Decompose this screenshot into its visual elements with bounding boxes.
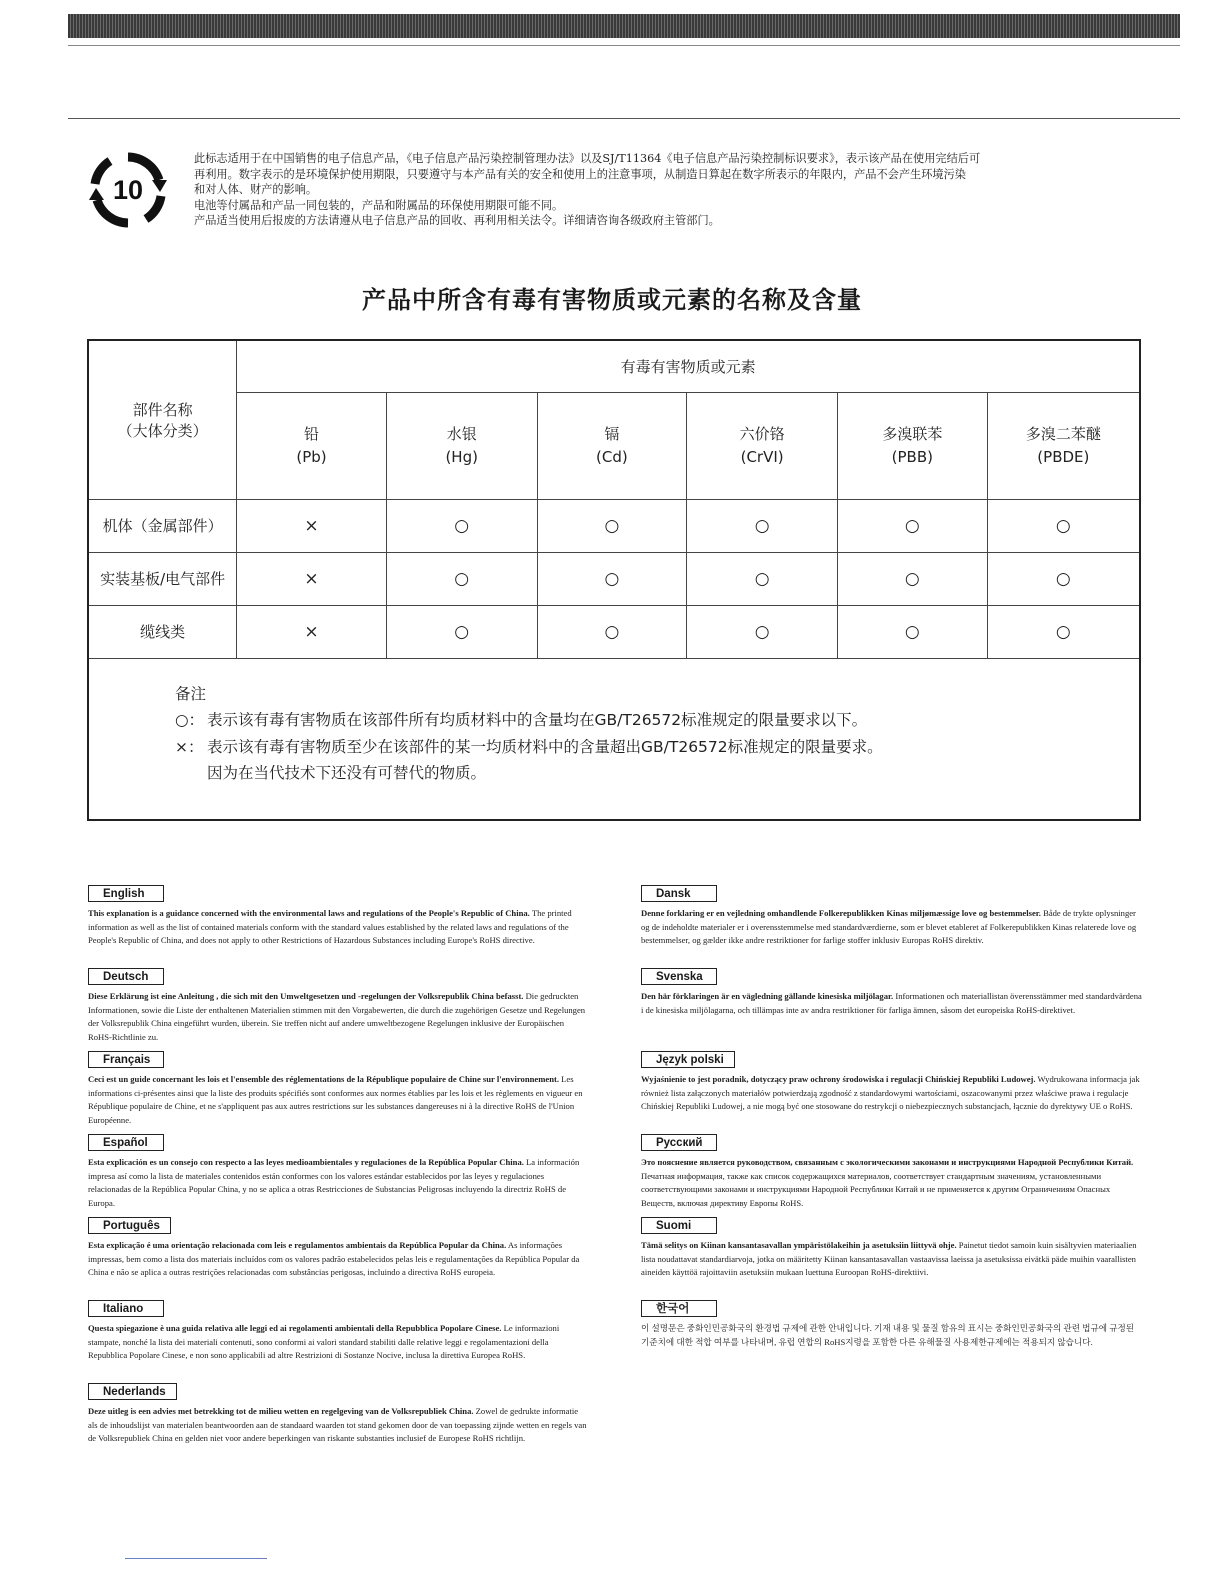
language-label: Español: [88, 1134, 164, 1151]
intro-text: [194, 151, 1144, 229]
header-bar: [68, 14, 1180, 38]
language-block-deutsch: [88, 965, 588, 1048]
intro-line: 和对人体、财产的影响。: [194, 183, 318, 197]
language-text: Это пояснение является руководством, связанным с экологическими законами и инструкциями Народной Республики Китай. Печатная информация, также как список содержащихся материалов, соответствует стандартным значениям, установленными соответствующими законами и инструкциями Народной Республики Китай и не применяется к другим Ограничениям Опасных Веществ, включая директиву Европы RoHS.: [641, 1157, 1134, 1208]
substance-header: 水银 (Hg): [386, 392, 537, 499]
language-label: Dansk: [641, 885, 717, 902]
cell-mark: ○: [987, 499, 1140, 552]
language-label: Русский: [641, 1134, 717, 1151]
language-text: 이 설명문은 중화인민공화국의 환경법 규제에 관한 안내입니다. 기재 내용 및 물질 함유의 표시는 중화인민공화국의 관련 법규에 규정된 기준치에 대한 적합 여부를 나타내며, 유럽 연합의 RoHS지령을 포함한 다른 유해물질 사용제한규제에는 적용되지 않습니다.: [641, 1323, 1135, 1347]
language-block-dansk: [641, 882, 1143, 965]
intro-line: 产品适当使用后报废的方法请遵从电子信息产品的回收、再利用相关法令。详细请咨询各级政府主管部门。: [194, 214, 720, 228]
language-block-english: [88, 882, 588, 965]
notes-heading: 备注: [175, 684, 207, 703]
substance-group-header: 有毒有害物质或元素: [237, 340, 1140, 392]
header-thin-rule: [68, 45, 1180, 46]
table-notes: [88, 658, 1140, 820]
language-block-korean: [641, 1297, 1143, 1380]
header-divider: [68, 118, 1180, 119]
substance-header: 多溴二苯醚 (PBDE): [987, 392, 1140, 499]
language-text: Questa spiegazione è una guida relativa alle leggi ed ai regolamenti ambientali della Repubblica Popolare Cinese. Le informazioni stampate, nonché la lista dei materiali contenuti, sono conformi ai valori standard stabiliti dalle relative leggi e regolamentazioni della Repubblica Popolare Cinese, e non sono applicabili ad altre Restrizioni di Sostanze Nocive, inclusa la direttiva Europea RoHS.: [88, 1323, 560, 1361]
language-block-polski: [641, 1048, 1143, 1131]
language-block-italiano: [88, 1297, 588, 1380]
language-text: Den här förklaringen är en vägledning gällande kinesiska miljölagar. Informationen och materiallistan överensstämmer med standardvärdena i de kinesiska miljölagarna, och tillämpas inte av andra restriktioner för farliga ämnen, såsom det europeiska RoHS-direktivet.: [641, 991, 1142, 1015]
hazardous-substances-table: [87, 339, 1141, 821]
cell-mark: ○: [987, 605, 1140, 658]
language-text: Deze uitleg is een advies met betrekking tot de milieu wetten en regelgeving van de Volksrepubliek China. Zowel de gedrukte informatie als de inhoudslijst van materialen beantwoorden aan de standaard waarden tot stand gekomen door de van toepassing zijnde wetten en regels van de Volksrepubliek China en gelden niet voor andere beperkingen van riskante substanties inclusief de Europese RoHS richtlijn.: [88, 1406, 587, 1444]
language-block-francais: [88, 1048, 588, 1131]
language-label: Français: [88, 1051, 164, 1068]
language-text: Denne forklaring er en vejledning omhandlende Folkerepublikken Kinas miljømæssige love og bestemmelser. Både de trykte oplysninger og de indeholdte materialer er i overensstemmelse med standardværdierne, som er blevet etableret af Folkerepublikken Kinas relaterede love og bestemmelser, og gælder ikke andre restriktioner for farlige stoffer inklusiv Europas RoHS direktiv.: [641, 908, 1137, 946]
cell-mark: ○: [537, 499, 687, 552]
cell-mark: ○: [837, 552, 987, 605]
language-label: Svenska: [641, 968, 717, 985]
substance-header: 六价铬 (CrVI): [687, 392, 838, 499]
intro-line: 电池等付属品和产品一同包装的，产品和附属品的环保使用期限可能不同。: [194, 198, 564, 212]
page-title: 产品中所含有毒有害物质或元素的名称及含量: [362, 286, 862, 314]
cell-mark: ○: [386, 552, 537, 605]
intro-line: 此标志适用于在中国销售的电子信息产品，《电子信息产品污染控制管理办法》以及SJ/T11364《电子信息产品污染控制标识要求》，表示该产品在使用完结后可: [194, 152, 981, 165]
substance-header: 镉 (Cd): [537, 392, 687, 499]
language-block-portugues: [88, 1214, 588, 1297]
language-block-svenska: [641, 965, 1143, 1048]
cell-mark: ○: [537, 605, 687, 658]
cell-mark: ×: [237, 552, 387, 605]
language-text: Esta explicação é uma orientação relacionada com leis e regulamentos ambientais da República Popular da China. As informações impressas, bem como a lista dos materiais incluídos com os valores padrão estabelecidos pelas leis e regulamentações da República Popular da China e não se aplica a outras restrições relacionadas com substâncias perigosas, incluindo a directiva RoHS europeia.: [88, 1240, 580, 1278]
language-block-russian: [641, 1131, 1143, 1214]
cell-mark: ○: [386, 499, 537, 552]
row-label: 实装基板/电气部件: [88, 552, 237, 605]
cell-mark: ○: [687, 499, 838, 552]
language-text: This explanation is a guidance concerned with the environmental laws and regulations of the People's Republic of China. The printed information as well as the list of contained materials conform with the standard values established by the related laws and regulations of the People's Republic of China, and does not apply to other Restrictions of Hazardous Substances including Europe's RoHS directive.: [88, 908, 572, 946]
table-row: [88, 552, 1140, 605]
language-text: Esta explicación es un consejo con respecto a las leyes medioambientales y regulaciones de la República Popular China. La información impresa así como la lista de materiales contenidos están conformes con los valores estándar establecidos por las leyes y regulaciones relacionadas de la República Popular China, y no se aplica a otras Restricciones de Substancias Peligrosas incluyendo la directriz RoHS de Europa.: [88, 1157, 580, 1208]
language-label: Suomi: [641, 1217, 717, 1234]
cell-mark: ○: [687, 552, 838, 605]
table-row: [88, 499, 1140, 552]
intro-line: 再利用。数字表示的是环境保护使用期限，只要遵守与本产品有关的安全和使用上的注意事项，从制造日算起在数字所表示的年限内，产品不会产生环境污染: [194, 167, 966, 181]
cell-mark: ○: [987, 552, 1140, 605]
cell-mark: ○: [837, 499, 987, 552]
cell-mark: ×: [237, 499, 387, 552]
language-text: Tämä selitys on Kiinan kansantasavallan ympäristölakeihin ja asetuksiin liittyvä ohje. Painetut tiedot samoin kuin sisältyvien materiaalien lista noudattavat standardiarvoja, jotka on määritetty Kiinan kansantasavallan vastaavissa laeissa ja asetuksissa eivätkä päde muihin vaarallisten aineiden käyttöä rajoittaviin asetuksiin mukaan luettuna Euroopan RoHS-direktiivi.: [641, 1240, 1137, 1278]
note-cross-continued: 因为在当代技术下还没有可替代的物质。: [207, 764, 487, 782]
footer-rule: [125, 1558, 267, 1559]
language-column-left: [88, 882, 588, 1463]
row-label: 机体（金属部件）: [88, 499, 237, 552]
language-text: Diese Erklärung ist eine Anleitung , die sich mit den Umweltgesetzen und -regelungen der Volksrepublik China befasst. Die gedruckten Informationen, sowie die Liste der enthaltenen Materialien stimmen mit den Vorgabewerten, die durch die zugehörigen Gesetze und Regelungen der Volksrepublik China eingeführt wurden, überein. Sie treffen nicht auf andere umweltbezogene Regelungen inklusive der Europäischen RoHS-Richtlinie zu.: [88, 991, 586, 1042]
language-label: Português: [88, 1217, 171, 1234]
table-row: [88, 605, 1140, 658]
cell-mark: ○: [537, 552, 687, 605]
language-block-suomi: [641, 1214, 1143, 1297]
note-cross: ×： 表示该有毒有害物质至少在该部件的某一均质材料中的含量超出GB/T26572标准规定的限量要求。: [175, 737, 883, 756]
language-label: English: [88, 885, 164, 902]
substance-header-row: [88, 392, 1140, 499]
row-label: 缆线类: [88, 605, 237, 658]
language-block-espanol: [88, 1131, 588, 1214]
cell-mark: ○: [386, 605, 537, 658]
language-label: 한국어: [641, 1300, 717, 1317]
cell-mark: ×: [237, 605, 387, 658]
language-label: Deutsch: [88, 968, 164, 985]
language-label: Italiano: [88, 1300, 164, 1317]
part-name-header: 部件名称 （大体分类）: [88, 340, 237, 499]
svg-text:10: 10: [112, 175, 144, 205]
language-block-nederlands: [88, 1380, 588, 1463]
cell-mark: ○: [837, 605, 987, 658]
substance-header: 多溴联苯 (PBB): [837, 392, 987, 499]
language-text: Wyjaśnienie to jest poradnik, dotyczący praw ochrony środowiska i regulacji Chińskiej Republiki Ludowej. Wydrukowana informacja jak również lista załączonych materiałów potwierdzają zgodność z standardowymi wartościami, oszacowanymi przez właściwe prawa i regulacje Chińskiej Republiki Ludowej, a nie mogą być one stosowane do restrykcji o niebezpiecznych substancjach, łącznie do dyrektywy UE o RoHS.: [641, 1074, 1140, 1112]
language-column-right: [641, 882, 1143, 1380]
note-circle: ○： 表示该有毒有害物质在该部件所有均质材料中的含量均在GB/T26572标准规定的限量要求以下。: [175, 711, 868, 729]
language-label: Nederlands: [88, 1383, 177, 1400]
substance-header: 铅 (Pb): [237, 392, 387, 499]
cell-mark: ○: [687, 605, 838, 658]
epup-10-logo-icon: [88, 150, 168, 230]
language-label: Język polski: [641, 1051, 735, 1068]
language-text: Ceci est un guide concernant les lois et l'ensemble des réglementations de la République populaire de Chine sur l'environnement. Les informations ci-présentes ainsi que la liste des produits spécifiés sont conformes aux normes établies par les lois et les règlements en vigueur en République populaire de Chine, et ne s'appliquent pas aux autres restrictions sur les substances dangereuses ni à la directive RoHS de l'Union Européenne.: [88, 1074, 583, 1125]
